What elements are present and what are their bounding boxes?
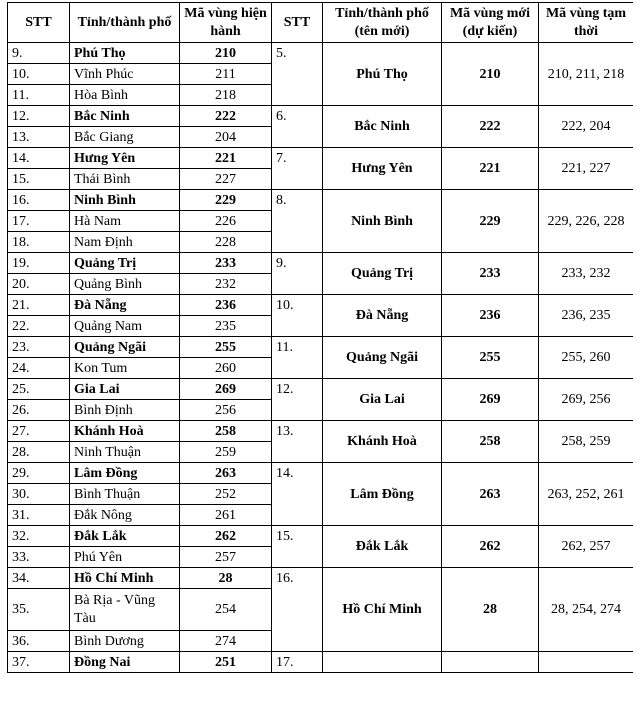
old-province-name: Bắc Ninh [70,106,180,127]
table-row [8,295,634,316]
current-area-code: 261 [180,505,272,526]
new-stt: 8. [272,190,323,253]
old-province-name: Hưng Yên [70,148,180,169]
table-row [8,379,634,400]
row-stt: 18. [8,232,70,253]
header-current-code: Mã vùng hiện hành [180,3,272,43]
table-body [8,43,634,673]
new-province-name [323,652,442,673]
current-area-code: 252 [180,484,272,505]
old-province-name: Vĩnh Phúc [70,64,180,85]
new-area-code: 210 [442,43,539,106]
header-new-province: Tỉnh/thành phố (tên mới) [323,3,442,43]
row-stt: 14. [8,148,70,169]
new-area-code: 255 [442,337,539,379]
old-province-name: Gia Lai [70,379,180,400]
new-area-code: 263 [442,463,539,526]
table-row [8,421,634,442]
old-province-name: Quảng Ngãi [70,337,180,358]
row-stt: 15. [8,169,70,190]
new-stt: 17. [272,652,323,673]
row-stt: 37. [8,652,70,673]
new-province-name: Ninh Bình [323,190,442,253]
table-row [8,568,634,589]
current-area-code: 263 [180,463,272,484]
new-stt: 11. [272,337,323,379]
table-row [8,190,634,211]
row-stt: 10. [8,64,70,85]
new-area-code: 229 [442,190,539,253]
temporary-area-codes: 229, 226, 228 [539,190,634,253]
new-stt: 15. [272,526,323,568]
new-stt: 10. [272,295,323,337]
old-province-name: Thái Bình [70,169,180,190]
temporary-area-codes: 258, 259 [539,421,634,463]
old-province-name: Đồng Nai [70,652,180,673]
table-row [8,148,634,169]
new-province-name: Hồ Chí Minh [323,568,442,652]
old-province-name: Đắk Lắk [70,526,180,547]
new-province-name: Lâm Đồng [323,463,442,526]
new-province-name: Đà Nẵng [323,295,442,337]
temporary-area-codes: 269, 256 [539,379,634,421]
row-stt: 22. [8,316,70,337]
old-province-name: Khánh Hoà [70,421,180,442]
old-province-name: Quảng Trị [70,253,180,274]
current-area-code: 232 [180,274,272,295]
row-stt: 16. [8,190,70,211]
header-stt: STT [8,3,70,43]
new-stt: 9. [272,253,323,295]
table-row [8,43,634,64]
header-temp-code: Mã vùng tạm thời [539,3,634,43]
table-row [8,106,634,127]
row-stt: 24. [8,358,70,379]
current-area-code: 233 [180,253,272,274]
old-province-name: Quảng Bình [70,274,180,295]
old-province-name: Nam Định [70,232,180,253]
row-stt: 26. [8,400,70,421]
new-stt: 12. [272,379,323,421]
old-province-name: Bình Thuận [70,484,180,505]
current-area-code: 204 [180,127,272,148]
temporary-area-codes: 28, 254, 274 [539,568,634,652]
new-area-code: 262 [442,526,539,568]
current-area-code: 229 [180,190,272,211]
current-area-code: 274 [180,631,272,652]
temporary-area-codes: 222, 204 [539,106,634,148]
current-area-code: 256 [180,400,272,421]
temporary-area-codes: 210, 211, 218 [539,43,634,106]
row-stt: 34. [8,568,70,589]
temporary-area-codes [539,652,634,673]
new-area-code: 236 [442,295,539,337]
new-area-code: 258 [442,421,539,463]
row-stt: 21. [8,295,70,316]
row-stt: 11. [8,85,70,106]
header-province: Tỉnh/thành phố [70,3,180,43]
new-stt: 7. [272,148,323,190]
old-province-name: Hà Nam [70,211,180,232]
new-province-name: Quảng Ngãi [323,337,442,379]
old-province-name: Hòa Bình [70,85,180,106]
current-area-code: 258 [180,421,272,442]
new-area-code [442,652,539,673]
current-area-code: 255 [180,337,272,358]
row-stt: 33. [8,547,70,568]
current-area-code: 259 [180,442,272,463]
row-stt: 17. [8,211,70,232]
new-stt: 16. [272,568,323,652]
header-new-stt: STT [272,3,323,43]
new-province-name: Hưng Yên [323,148,442,190]
new-area-code: 221 [442,148,539,190]
table-row [8,463,634,484]
new-province-name: Gia Lai [323,379,442,421]
new-area-code: 233 [442,253,539,295]
current-area-code: 210 [180,43,272,64]
old-province-name: Bình Dương [70,631,180,652]
old-province-name: Ninh Bình [70,190,180,211]
current-area-code: 218 [180,85,272,106]
row-stt: 23. [8,337,70,358]
current-area-code: 222 [180,106,272,127]
current-area-code: 221 [180,148,272,169]
temporary-area-codes: 236, 235 [539,295,634,337]
old-province-name: Kon Tum [70,358,180,379]
old-province-name: Hồ Chí Minh [70,568,180,589]
row-stt: 29. [8,463,70,484]
new-stt: 6. [272,106,323,148]
row-stt: 12. [8,106,70,127]
table-row [8,337,634,358]
old-province-name: Quảng Nam [70,316,180,337]
current-area-code: 269 [180,379,272,400]
row-stt: 36. [8,631,70,652]
new-stt: 5. [272,43,323,106]
row-stt: 19. [8,253,70,274]
current-area-code: 227 [180,169,272,190]
old-province-name: Phú Thọ [70,43,180,64]
current-area-code: 254 [180,589,272,631]
row-stt: 20. [8,274,70,295]
temporary-area-codes: 221, 227 [539,148,634,190]
current-area-code: 211 [180,64,272,85]
new-province-name: Quảng Trị [323,253,442,295]
old-province-name: Bà Rịa - Vũng Tàu [70,589,180,631]
row-stt: 27. [8,421,70,442]
current-area-code: 262 [180,526,272,547]
new-province-name: Bắc Ninh [323,106,442,148]
current-area-code: 235 [180,316,272,337]
current-area-code: 226 [180,211,272,232]
old-province-name: Bình Định [70,400,180,421]
current-area-code: 251 [180,652,272,673]
new-area-code: 269 [442,379,539,421]
table-row [8,253,634,274]
temporary-area-codes: 262, 257 [539,526,634,568]
old-province-name: Đà Nẵng [70,295,180,316]
current-area-code: 257 [180,547,272,568]
current-area-code: 228 [180,232,272,253]
header-new-code: Mã vùng mới (dự kiến) [442,3,539,43]
old-province-name: Lâm Đồng [70,463,180,484]
new-province-name: Khánh Hoà [323,421,442,463]
old-province-name: Ninh Thuận [70,442,180,463]
row-stt: 30. [8,484,70,505]
area-code-table [7,2,633,673]
row-stt: 35. [8,589,70,631]
old-province-name: Phú Yên [70,547,180,568]
temporary-area-codes: 255, 260 [539,337,634,379]
current-area-code: 236 [180,295,272,316]
new-area-code: 222 [442,106,539,148]
row-stt: 25. [8,379,70,400]
temporary-area-codes: 263, 252, 261 [539,463,634,526]
table-row [8,652,634,673]
row-stt: 31. [8,505,70,526]
row-stt: 13. [8,127,70,148]
temporary-area-codes: 233, 232 [539,253,634,295]
new-area-code: 28 [442,568,539,652]
current-area-code: 260 [180,358,272,379]
new-province-name: Phú Thọ [323,43,442,106]
row-stt: 9. [8,43,70,64]
current-area-code: 28 [180,568,272,589]
new-province-name: Đắk Lắk [323,526,442,568]
row-stt: 32. [8,526,70,547]
new-stt: 14. [272,463,323,526]
old-province-name: Bắc Giang [70,127,180,148]
table-row [8,526,634,547]
old-province-name: Đắk Nông [70,505,180,526]
new-stt: 13. [272,421,323,463]
row-stt: 28. [8,442,70,463]
table-header-row [8,3,634,43]
